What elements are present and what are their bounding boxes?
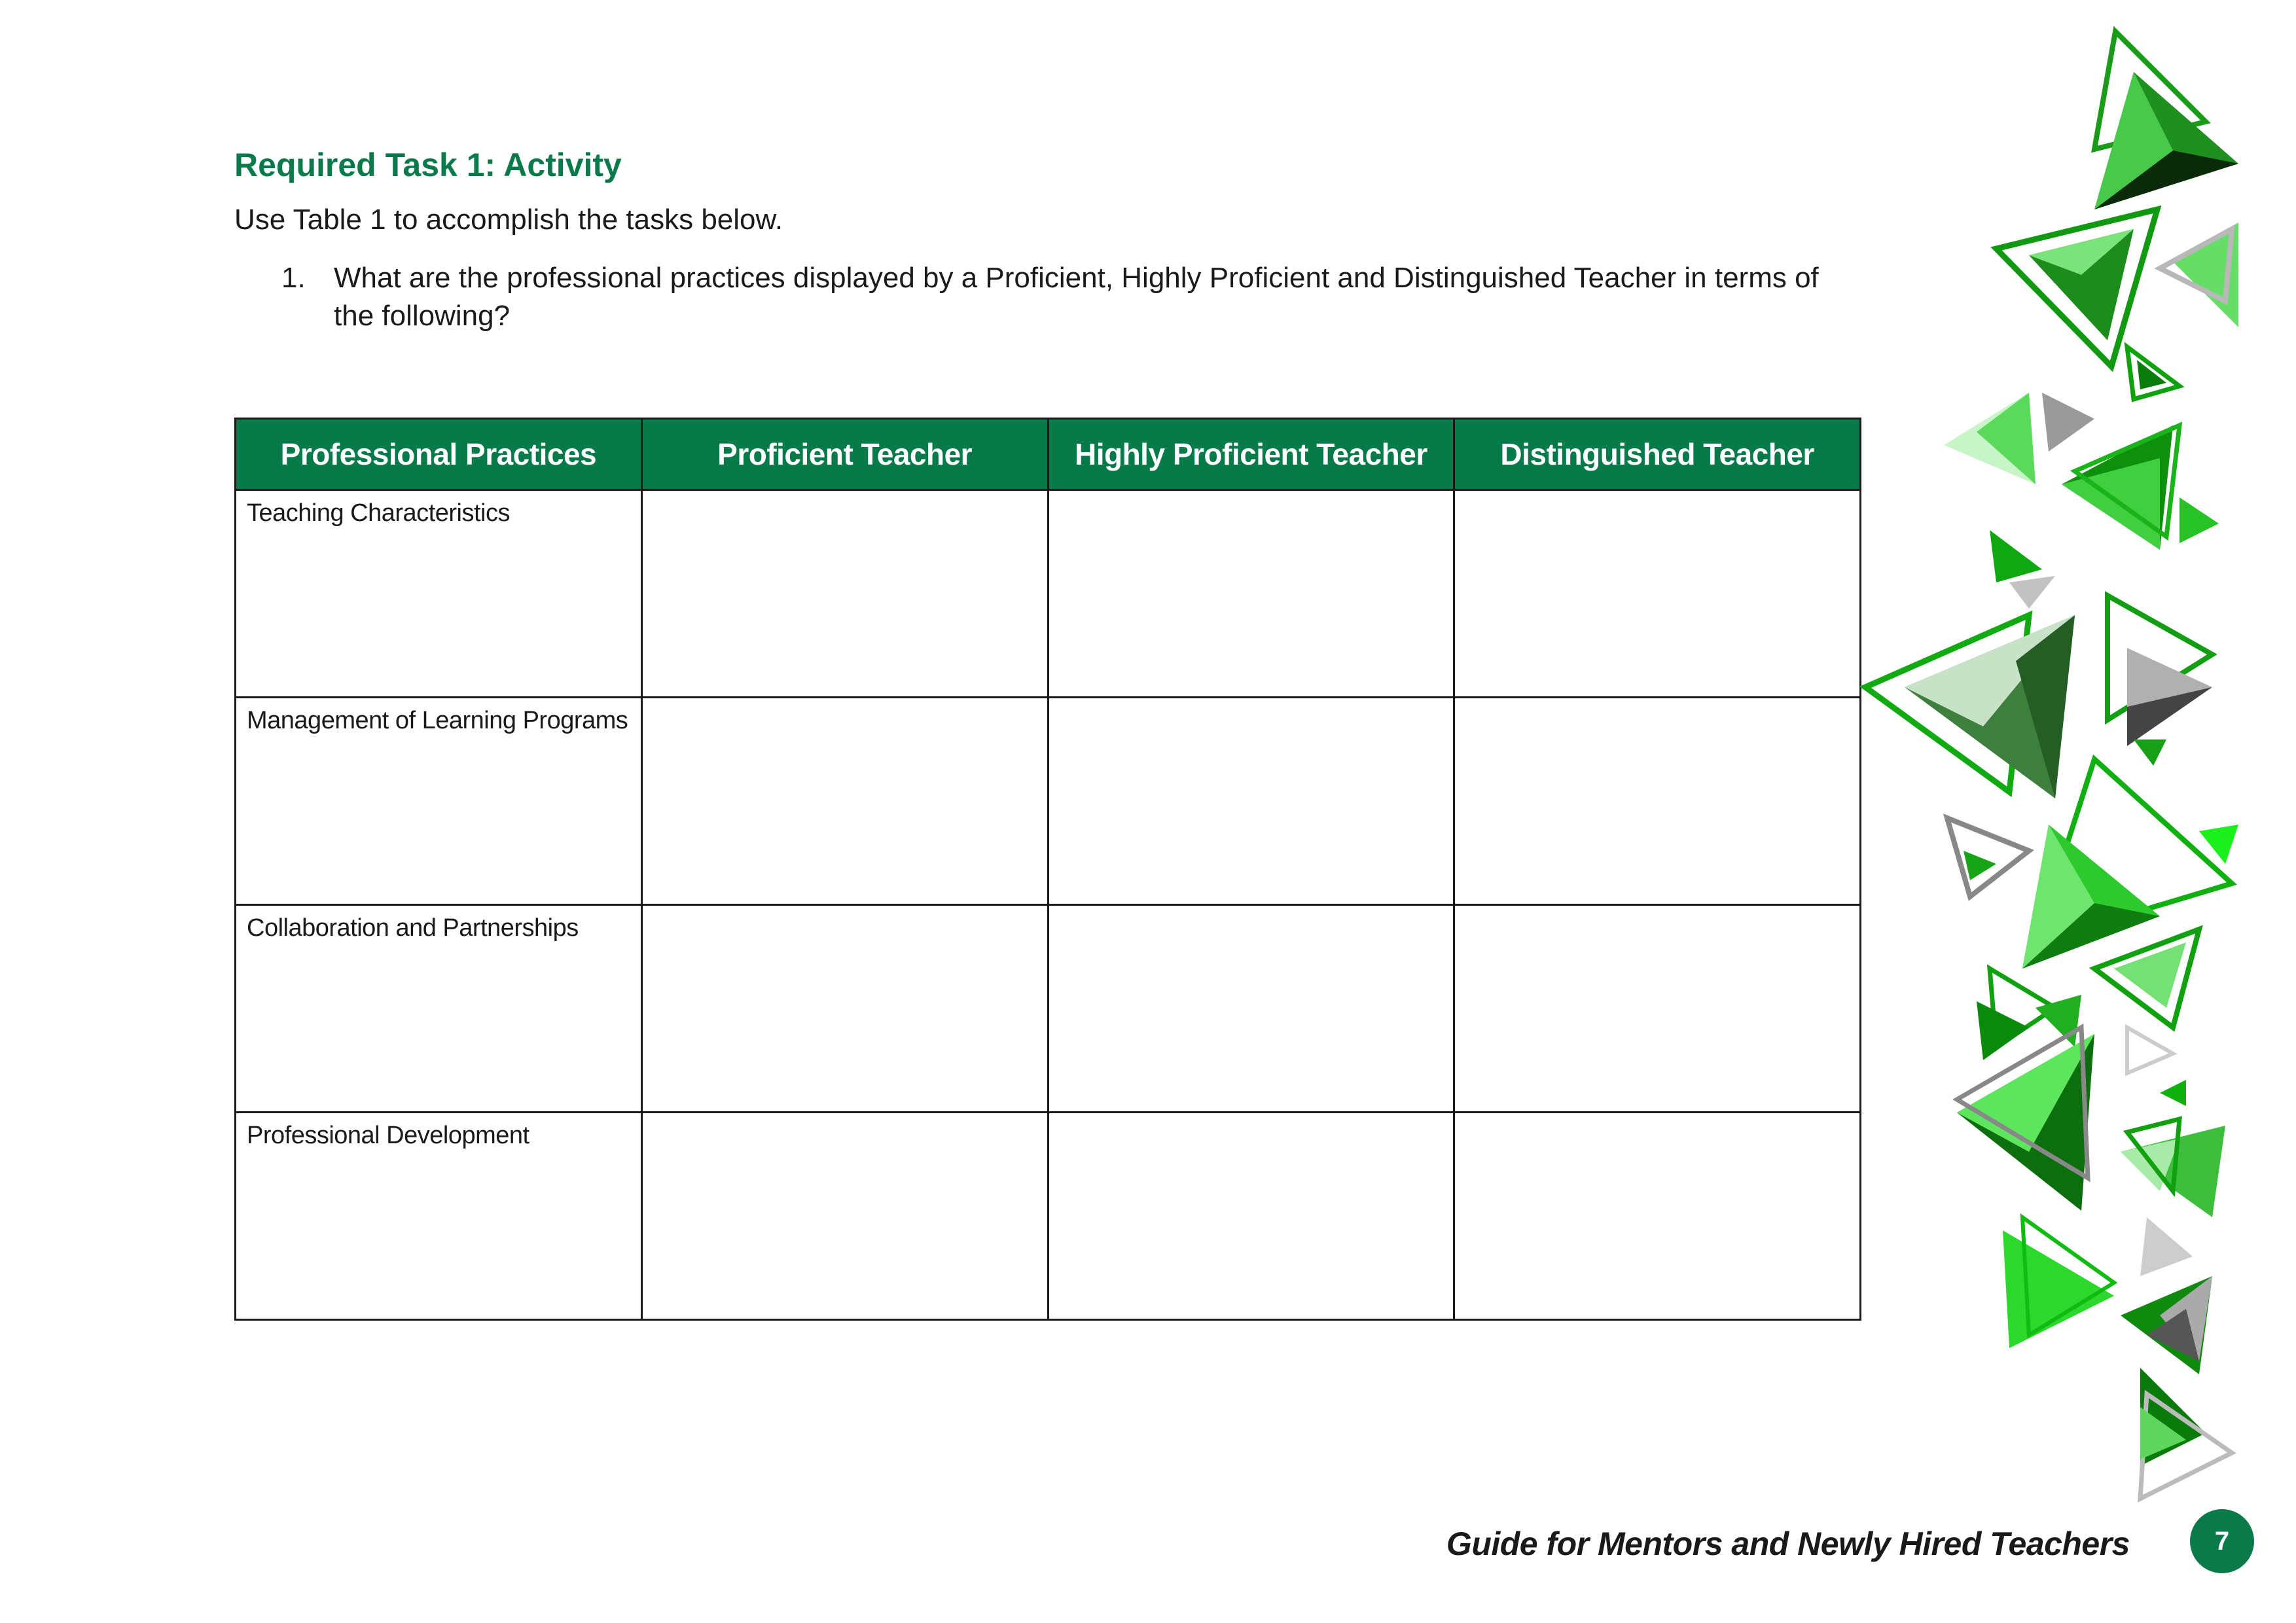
- header-professional-practices: Professional Practices: [236, 419, 642, 490]
- practice-label: Management of Learning Programs: [236, 698, 642, 905]
- proficient-cell[interactable]: [641, 698, 1048, 905]
- distinguished-cell[interactable]: [1454, 490, 1861, 698]
- footer-guide-title: Guide for Mentors and Newly Hired Teachers: [1446, 1525, 2130, 1562]
- proficient-cell[interactable]: [641, 905, 1048, 1113]
- table-row: [236, 490, 1861, 698]
- highly-proficient-cell[interactable]: [1048, 698, 1454, 905]
- question-text: What are the professional practices displayed by a Proficient, Highly Proficient and Distinguished Teacher in terms of the following?: [334, 262, 1819, 332]
- distinguished-cell[interactable]: [1454, 905, 1861, 1113]
- header-distinguished-teacher: Distinguished Teacher: [1454, 419, 1861, 490]
- question-number: 1.: [281, 262, 306, 294]
- practice-label: Teaching Characteristics: [236, 490, 642, 698]
- page-number-badge: 7: [2190, 1509, 2254, 1573]
- practices-table: [234, 418, 1861, 1321]
- activity-heading: Required Task 1: Activity: [234, 147, 622, 183]
- table-row: [236, 905, 1861, 1113]
- proficient-cell[interactable]: [641, 490, 1048, 698]
- table-row: [236, 698, 1861, 905]
- practice-label: Collaboration and Partnerships: [236, 905, 642, 1113]
- highly-proficient-cell[interactable]: [1048, 905, 1454, 1113]
- highly-proficient-cell[interactable]: [1048, 1113, 1454, 1320]
- table-row: [236, 1113, 1861, 1320]
- question-item: [281, 259, 1852, 335]
- highly-proficient-cell[interactable]: [1048, 490, 1454, 698]
- proficient-cell[interactable]: [641, 1113, 1048, 1320]
- distinguished-cell[interactable]: [1454, 1113, 1861, 1320]
- header-proficient-teacher: Proficient Teacher: [641, 419, 1048, 490]
- distinguished-cell[interactable]: [1454, 698, 1861, 905]
- table-header-row: [236, 419, 1861, 490]
- triangle-pattern-decoration: [1859, 0, 2296, 1571]
- practice-label: Professional Development: [236, 1113, 642, 1320]
- header-highly-proficient-teacher: Highly Proficient Teacher: [1048, 419, 1454, 490]
- activity-intro: Use Table 1 to accomplish the tasks below.: [234, 204, 783, 236]
